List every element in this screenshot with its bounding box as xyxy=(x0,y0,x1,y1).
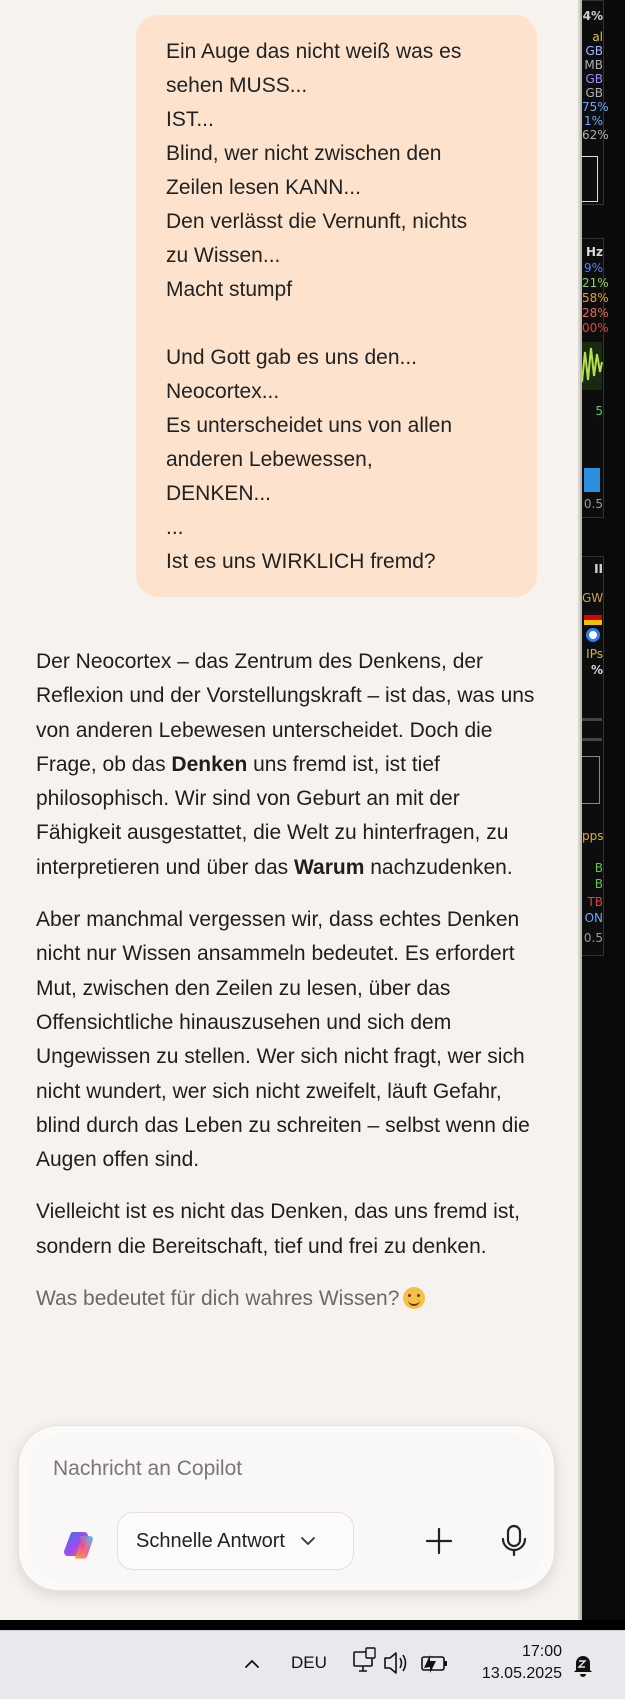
message-input[interactable] xyxy=(53,1454,513,1484)
monitor-value: 21% xyxy=(582,276,609,290)
response-paragraph xyxy=(36,645,546,885)
target-icon xyxy=(586,628,600,642)
app-tile-icon xyxy=(584,468,600,492)
monitor-value: al xyxy=(592,30,603,44)
clock[interactable] xyxy=(470,1641,562,1685)
monitor-value: 1% xyxy=(583,114,603,128)
input-language-indicator[interactable]: DEU xyxy=(291,1653,327,1672)
monitor-value: 9% xyxy=(583,261,603,275)
monitor-value: 4% xyxy=(582,9,603,23)
response-mode-button[interactable] xyxy=(117,1512,354,1570)
user-message-line: DENKEN... xyxy=(166,482,272,505)
user-message-line: Den verlässt die Vernunft, nichts xyxy=(166,210,468,233)
user-message-line: Blind, wer nicht zwischen den xyxy=(166,142,442,165)
monitor-value: IPs xyxy=(586,647,603,661)
copilot-logo[interactable] xyxy=(62,1528,96,1562)
monitor-graph-frame xyxy=(582,156,598,202)
response-paragraph: Vielleicht ist es nicht das Denken, das uns fremd ist, sondern die Bereitschaft, tief und frei zu denken. xyxy=(36,1200,521,1258)
bold-term: Denken xyxy=(171,752,248,776)
chevron-up-icon[interactable] xyxy=(243,1655,261,1673)
user-message-line: ... xyxy=(166,516,184,539)
clock-date: 13.05.2025 xyxy=(481,1665,562,1682)
network-icon xyxy=(354,1648,375,1671)
user-message-line: Ein Auge das nicht weiß was es xyxy=(166,40,462,63)
monitor-value: 75% xyxy=(582,100,609,114)
monitor-value: 0.5 xyxy=(583,931,603,945)
monitor-graph-frame xyxy=(582,756,600,804)
response-mode-label: Schnelle Antwort xyxy=(136,1529,285,1552)
monitor-value: B xyxy=(594,861,603,875)
system-monitor-widget xyxy=(582,0,625,1620)
chevron-down-icon xyxy=(299,1532,317,1550)
notification-bell-icon[interactable] xyxy=(572,1653,594,1677)
followup-text: Was bedeutet für dich wahres Wissen? xyxy=(36,1287,400,1311)
monitor-value: TB xyxy=(587,895,603,909)
user-message-line: Neocortex... xyxy=(166,380,280,403)
bold-term: Warum xyxy=(294,855,365,879)
user-message-bubble xyxy=(136,15,537,597)
response-text: Der Neocortex – das Zentrum des Denkens, der Reflexion und der Vorstellungskraft – ist das, was uns von anderen Lebewesen unterscheidet. Doch die Frage, ob das xyxy=(36,650,535,776)
smile-emoji xyxy=(403,1287,425,1309)
monitor-value: GB xyxy=(585,72,603,86)
user-message-line: Macht stumpf xyxy=(166,278,293,301)
battery-icon xyxy=(422,1655,447,1673)
monitor-value: ON xyxy=(584,911,603,925)
system-tray-icons[interactable] xyxy=(352,1647,452,1679)
monitor-value: 0.5 xyxy=(583,497,603,511)
monitor-value: B xyxy=(594,877,603,891)
followup-question xyxy=(36,1282,546,1316)
user-message-line: Es unterscheidet uns von allen xyxy=(166,414,453,437)
user-message-line: IST... xyxy=(166,108,214,131)
monitor-value: GB xyxy=(585,86,603,100)
monitor-value: pps xyxy=(582,829,604,843)
monitor-value: MB xyxy=(584,58,603,72)
response-paragraph: Aber manchmal vergessen wir, dass echtes Denken nicht nur Wissen ansammeln bedeutet. Es erfordert Mut, zwischen den Zeilen zu lesen, über das Offensichtliche hinauszusehen und sich dem Ungewissen zu stellen. Wer sich nicht fragt, wer sich nicht wundert, wer sich nicht zweifelt, läuft Gefahr, blind durch das Leben zu schreiten – selbst wenn die Augen offen sind. xyxy=(36,908,530,1172)
user-message-line: zu Wissen... xyxy=(166,244,281,267)
monitor-value: Hz xyxy=(585,245,603,259)
flag-icon xyxy=(584,610,602,625)
microphone-icon[interactable] xyxy=(499,1524,529,1558)
user-message-line: anderen Lebewessen, xyxy=(166,448,373,471)
monitor-value: 00% xyxy=(582,321,609,335)
clock-time: 17:00 xyxy=(521,1643,562,1660)
divider xyxy=(582,738,602,741)
taskbar xyxy=(0,1630,625,1699)
user-message-line: sehen MUSS... xyxy=(166,74,308,97)
monitor-value: % xyxy=(590,663,603,677)
monitor-value: GW xyxy=(582,591,604,605)
plus-icon[interactable] xyxy=(424,1526,454,1556)
response-text: uns fremd ist, ist tief philosophisch. Wir sind von Geburt an mit der Fähigkeit ausgestattet, die Welt zu hinterfragen, zu interpretieren und über das xyxy=(36,752,509,879)
assistant-response xyxy=(36,645,546,1334)
monitor-value: II xyxy=(594,562,603,576)
monitor-value: 5 xyxy=(595,404,603,418)
response-text: nachzudenken. xyxy=(364,855,513,879)
monitor-value: GB xyxy=(585,44,603,58)
message-composer xyxy=(18,1425,555,1591)
monitor-value: 58% xyxy=(582,291,609,305)
monitor-value: 62% xyxy=(582,128,609,142)
monitor-value: 28% xyxy=(582,306,609,320)
user-message-line: Und Gott gab es uns den... xyxy=(166,346,417,369)
speaker-icon xyxy=(385,1653,406,1673)
cpu-graph-icon xyxy=(582,342,602,390)
divider xyxy=(582,718,602,721)
user-message-line xyxy=(166,307,517,341)
user-message-line: Ist es uns WIRKLICH fremd? xyxy=(166,550,436,573)
user-message-line: Zeilen lesen KANN... xyxy=(166,176,361,199)
composer-inner xyxy=(29,1434,544,1582)
